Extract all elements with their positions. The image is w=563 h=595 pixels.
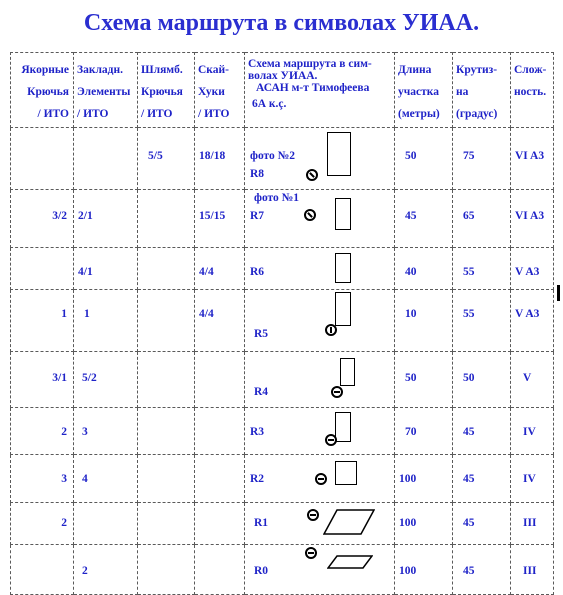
table-row: [11, 248, 554, 290]
difficulty-cell: III: [523, 517, 537, 529]
difficulty-cell: V A3: [515, 308, 540, 320]
bolts-cell: 2: [82, 565, 88, 577]
anchor-cell: 3/1: [52, 372, 67, 384]
pitch-label: R4: [254, 386, 269, 398]
piton-icon: [325, 324, 337, 336]
skyhooks-cell: 18/18: [199, 150, 226, 162]
difficulty-cell: III: [523, 565, 537, 577]
pitch-label: R5: [254, 328, 269, 340]
anchor-cell: 3: [61, 473, 67, 485]
skyhooks-cell: 15/15: [199, 210, 226, 222]
header-length: Длина участка (метры): [395, 53, 453, 128]
length-cell: 100: [399, 473, 417, 485]
steepness-cell: 45: [463, 473, 475, 485]
piton-icon: [307, 509, 319, 521]
bolts-cell: 1: [84, 308, 90, 320]
table-row: [11, 352, 554, 408]
length-cell: 40: [405, 266, 417, 278]
wall-section-icon: [327, 132, 351, 176]
skyhooks-cell: 4/4: [199, 308, 214, 320]
route-scheme-table: [10, 52, 554, 595]
header-skyhooks: Скай- Хуки / ИТО: [195, 53, 245, 128]
piton-icon: [315, 473, 327, 485]
photo-label: фото №2: [250, 150, 295, 162]
pitch-label: R7: [250, 210, 265, 222]
header-slings: Шлямб. Крючья / ИТО: [138, 53, 195, 128]
piton-icon: [325, 434, 337, 446]
slings-cell: 5/5: [148, 150, 163, 162]
length-cell: 10: [405, 308, 417, 320]
table-row: [11, 190, 554, 248]
slab-section-icon: [327, 555, 373, 569]
steepness-cell: 50: [463, 372, 475, 384]
table-row: [11, 290, 554, 352]
pitch-label: R2: [250, 473, 265, 485]
bolts-cell: 5/2: [82, 372, 97, 384]
piton-icon: [305, 547, 317, 559]
steepness-cell: 55: [463, 266, 475, 278]
wall-section-icon: [335, 253, 351, 283]
wall-section-icon: [340, 358, 355, 386]
length-cell: 100: [399, 517, 417, 529]
slab-section-icon: [323, 509, 375, 535]
wall-section-icon: [335, 461, 357, 485]
anchor-cell: 2: [61, 426, 67, 438]
pitch-label: R3: [250, 426, 265, 438]
wall-section-icon: [335, 412, 351, 442]
anchor-cell: 2: [61, 517, 67, 529]
page-title: Схема маршрута в символах УИАА.: [83, 10, 480, 36]
difficulty-cell: VI A3: [515, 210, 545, 222]
table-row: [11, 455, 554, 503]
header-row: [11, 53, 554, 128]
steepness-cell: 55: [463, 308, 475, 320]
length-cell: 100: [399, 565, 417, 577]
table-row: [11, 408, 554, 455]
table-row: [11, 545, 554, 595]
difficulty-cell: IV: [523, 426, 536, 438]
length-cell: 50: [405, 372, 417, 384]
skyhooks-cell: 4/4: [199, 266, 214, 278]
header-anchor: Якорные Крючья / ИТО: [11, 53, 74, 128]
length-cell: 45: [405, 210, 417, 222]
wall-section-icon: [335, 198, 351, 230]
header-route: Схема маршрута в сим- волах УИАА. АСАН м-т Тимофеева 6А к.ç.: [245, 53, 395, 128]
steepness-cell: 45: [463, 517, 475, 529]
pitch-label: R8: [250, 168, 265, 180]
anchor-cell: 1: [61, 308, 67, 320]
steepness-cell: 65: [463, 210, 475, 222]
photo-label: фото №1: [254, 192, 299, 204]
length-cell: 70: [405, 426, 417, 438]
table-row: [11, 128, 554, 190]
steepness-cell: 45: [463, 426, 475, 438]
pitch-label: R0: [254, 565, 269, 577]
pitch-label: R1: [254, 517, 269, 529]
anchor-cell: 3/2: [52, 210, 67, 222]
steepness-cell: 45: [463, 565, 475, 577]
steepness-cell: 75: [463, 150, 475, 162]
difficulty-cell: VI A3: [515, 150, 545, 162]
difficulty-cell: V A3: [515, 266, 540, 278]
bolts-cell: 3: [82, 426, 88, 438]
length-cell: 50: [405, 150, 417, 162]
table-row: [11, 503, 554, 545]
piton-icon: [304, 209, 316, 221]
wall-section-icon: [335, 292, 351, 326]
difficulty-cell: IV: [523, 473, 536, 485]
bolts-cell: 4: [82, 473, 88, 485]
bolts-cell: 4/1: [78, 266, 93, 278]
piton-icon: [306, 169, 318, 181]
header-difficulty: Слож- ность.: [511, 53, 554, 128]
pitch-label: R6: [250, 266, 265, 278]
header-bolts: Закладн. Элементы / ИТО: [74, 53, 138, 128]
bolts-cell: 2/1: [78, 210, 93, 222]
difficulty-cell: V: [523, 372, 532, 384]
cursor-mark: [557, 285, 560, 301]
header-steepness: Крутиз- на (градус): [453, 53, 511, 128]
piton-icon: [331, 386, 343, 398]
